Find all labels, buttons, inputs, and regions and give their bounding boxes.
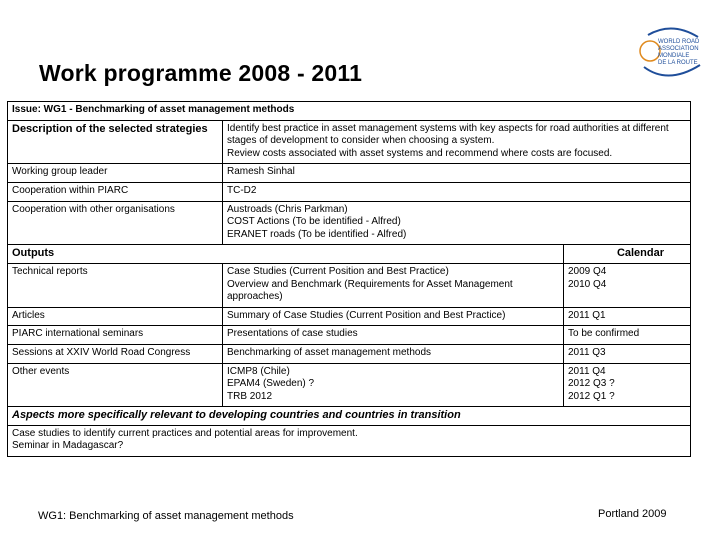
- output-desc: Benchmarking of asset management methods: [223, 344, 564, 363]
- output-type: Other events: [8, 363, 223, 407]
- output-type: Articles: [8, 307, 223, 326]
- logo-line-2: ASSOCIATION: [658, 46, 699, 52]
- info-label: Cooperation within PIARC: [8, 182, 223, 201]
- info-row-other-orgs: [8, 201, 691, 245]
- info-label: Working group leader: [8, 164, 223, 183]
- page-title: Work programme 2008 - 2011: [39, 60, 363, 86]
- aspects-header-row: [8, 407, 691, 426]
- output-row: [8, 363, 691, 407]
- info-value: Austroads (Chris Parkman) COST Actions (To be identified - Alfred) ERANET roads (To be identified - Alfred): [223, 201, 691, 245]
- output-desc: Presentations of case studies: [223, 326, 564, 345]
- calendar-header: Calendar: [564, 245, 691, 264]
- output-desc: Case Studies (Current Position and Best Practice) Overview and Benchmark (Requirements for Asset Management approaches): [223, 263, 564, 307]
- output-calendar: 2011 Q1: [564, 307, 691, 326]
- output-row: [8, 326, 691, 345]
- footer-wg-title: WG1: Benchmarking of asset management methods: [38, 510, 294, 522]
- output-calendar: To be confirmed: [564, 326, 691, 345]
- outputs-header-row: [8, 245, 691, 264]
- output-calendar: 2011 Q3: [564, 344, 691, 363]
- info-row-leader: [8, 164, 691, 183]
- piarc-logo: [638, 27, 706, 79]
- output-calendar: 2011 Q4 2012 Q3 ? 2012 Q1 ?: [564, 363, 691, 407]
- logo-line-1: WORLD ROAD: [658, 39, 700, 45]
- output-row: [8, 263, 691, 307]
- info-value: Identify best practice in asset management systems with key aspects for road authorities at different stages of development to consider when choosing a system. Review costs associated with asset systems and recommend where costs are focused.: [223, 120, 691, 164]
- footer-event: Portland 2009: [598, 508, 667, 520]
- info-label: Description of the selected strategies: [8, 120, 223, 164]
- info-row-piarc: [8, 182, 691, 201]
- info-value: Ramesh Sinhal: [223, 164, 691, 183]
- outputs-header: Outputs: [8, 245, 564, 264]
- output-desc: Summary of Case Studies (Current Position and Best Practice): [223, 307, 564, 326]
- output-type: PIARC international seminars: [8, 326, 223, 345]
- info-row-description: [8, 120, 691, 164]
- aspects-heading: Aspects more specifically relevant to developing countries and countries in transition: [8, 407, 691, 426]
- logo-line-4: DE LA ROUTE: [658, 60, 698, 66]
- aspects-text: Case studies to identify current practices and potential areas for improvement. Seminar in Madagascar?: [8, 425, 691, 456]
- work-programme-table: [7, 101, 691, 457]
- info-value: TC-D2: [223, 182, 691, 201]
- output-row: [8, 344, 691, 363]
- output-type: Technical reports: [8, 263, 223, 307]
- output-type: Sessions at XXIV World Road Congress: [8, 344, 223, 363]
- logo-line-3: MONDIALE: [658, 53, 690, 59]
- issue-row: [8, 102, 691, 121]
- issue-title: Issue: WG1 - Benchmarking of asset management methods: [8, 102, 691, 121]
- aspects-text-row: [8, 425, 691, 456]
- output-desc: ICMP8 (Chile) EPAM4 (Sweden) ? TRB 2012: [223, 363, 564, 407]
- output-row: [8, 307, 691, 326]
- info-label: Cooperation with other organisations: [8, 201, 223, 245]
- output-calendar: 2009 Q4 2010 Q4: [564, 263, 691, 307]
